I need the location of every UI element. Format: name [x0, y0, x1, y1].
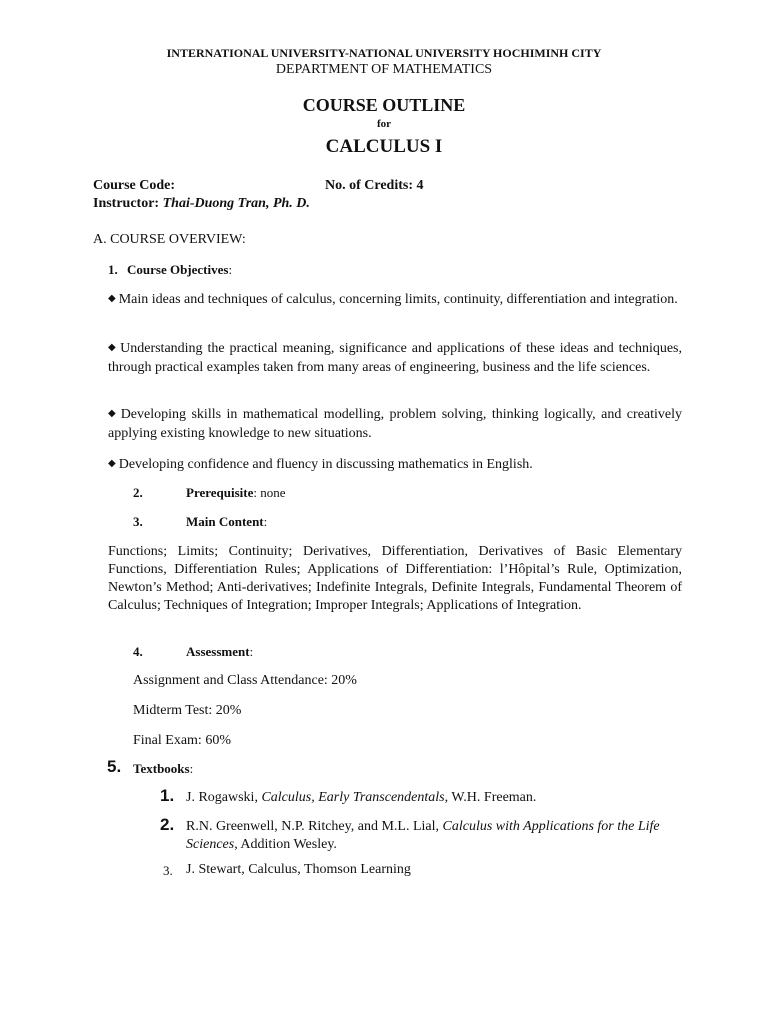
- textbooks-heading: [133, 761, 193, 777]
- textbook-author: R.N. Greenwell, N.P. Ritchey, and M.L. Lial,: [186, 819, 439, 834]
- objective-item: [108, 340, 682, 377]
- course-name: CALCULUS I: [325, 136, 443, 157]
- bullet-diamond-icon: ◆: [108, 342, 118, 353]
- assessment-colon: :: [249, 644, 254, 659]
- prerequisite-value: : none: [253, 485, 286, 500]
- textbook-title: Calculus, Early Transcendentals: [261, 790, 445, 805]
- textbook-number: 2.: [160, 815, 175, 834]
- objective-text: Understanding the practical meaning, significance and applications of these ideas and techniques, through practical examples taken from many areas of engineering, business and the life sciences.: [108, 341, 682, 375]
- textbook-entry: [186, 818, 682, 854]
- prerequisite-title: Prerequisite: [186, 485, 254, 500]
- main-content-title: Main Content: [186, 514, 264, 529]
- objective-item: [108, 406, 682, 443]
- objectives-number: 1.: [108, 262, 118, 277]
- objective-text: Main ideas and techniques of calculus, concerning limits, continuity, differentiation and integration.: [118, 292, 678, 307]
- objective-item: [108, 291, 682, 310]
- objective-text: Developing skills in mathematical modelling, problem solving, thinking logically, and creatively applying existing knowledge to new situations.: [108, 407, 682, 441]
- prerequisite-line: [186, 485, 286, 501]
- section-a-heading: A. COURSE OVERVIEW:: [93, 232, 246, 247]
- credits-label: No. of Credits: 4: [325, 178, 424, 193]
- objective-text: Developing confidence and fluency in discussing mathematics in English.: [118, 457, 533, 472]
- prerequisite-number: 2.: [133, 485, 143, 500]
- bullet-diamond-icon: ◆: [108, 458, 116, 469]
- assessment-heading: [186, 644, 253, 660]
- textbooks-title: Textbooks: [133, 761, 190, 776]
- bullet-diamond-icon: ◆: [108, 408, 118, 419]
- objectives-heading: [108, 262, 232, 278]
- objectives-colon: :: [228, 262, 233, 277]
- assessment-item: Assignment and Class Attendance: 20%: [133, 673, 357, 688]
- document-title: COURSE OUTLINE: [302, 95, 466, 115]
- textbook-title: Calculus with Applications for the Life Sciences: [186, 819, 660, 852]
- instructor-label: Instructor:: [93, 196, 160, 211]
- textbooks-colon: :: [189, 761, 194, 776]
- textbook-publisher: , W.H. Freeman.: [444, 790, 537, 805]
- textbook-entry: [186, 790, 536, 806]
- course-code-label: Course Code:: [93, 178, 176, 193]
- instructor-line: [93, 196, 310, 212]
- bullet-diamond-icon: ◆: [108, 293, 116, 304]
- instructor-name: Thai-Duong Tran, Ph. D.: [162, 196, 310, 211]
- main-content-text: Functions; Limits; Continuity; Derivatives, Differentiation, Derivatives of Basic Elementary Functions, Differentiation Rules; Applications of Differentiation: l’Hôpital’s Rule, Optimization, Newton’s Method; Anti-derivatives; Indefinite Integrals, Definite Integrals, Fundamental Theorem of Calculus; Techniques of Integration; Improper Integrals; Applications of Integration.: [108, 544, 682, 613]
- main-content-heading: [186, 514, 267, 530]
- assessment-item: Midterm Test: 20%: [133, 703, 242, 718]
- textbook-number: 1.: [160, 786, 175, 805]
- assessment-number: 4.: [133, 644, 143, 659]
- textbook-publisher: , Addition Wesley.: [234, 837, 337, 852]
- department-name: DEPARTMENT OF MATHEMATICS: [275, 62, 493, 77]
- textbook-entry: J. Stewart, Calculus, Thomson Learning: [186, 862, 411, 877]
- title-connector: for: [376, 118, 392, 130]
- assessment-item: Final Exam: 60%: [133, 733, 231, 748]
- textbooks-number: 5.: [107, 757, 122, 776]
- objectives-title: Course Objectives: [127, 262, 229, 277]
- textbook-author: J. Rogawski,: [186, 790, 258, 805]
- textbook-number: 3.: [163, 863, 173, 878]
- main-content-number: 3.: [133, 514, 143, 529]
- main-content-colon: :: [263, 514, 268, 529]
- objective-item: [108, 456, 682, 475]
- assessment-title: Assessment: [186, 644, 250, 659]
- university-name: INTERNATIONAL UNIVERSITY-NATIONAL UNIVERSITY HOCHIMINH CITY: [166, 46, 602, 60]
